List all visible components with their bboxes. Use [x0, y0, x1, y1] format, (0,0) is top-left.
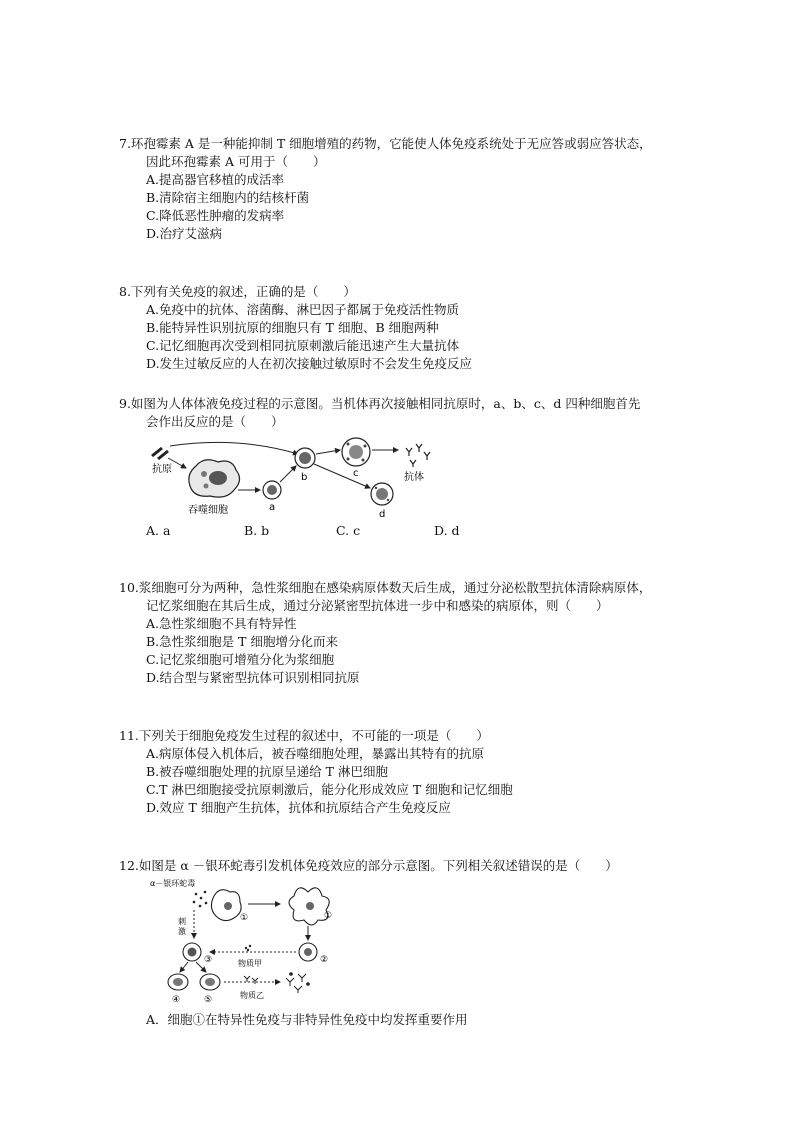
venom-particles-icon	[193, 891, 208, 908]
question-11-option-b: B.被吞噬细胞处理的抗原呈递给 T 淋巴细胞	[146, 764, 388, 779]
cell-3-number: ③	[204, 955, 213, 965]
question-10-option-c: C.记忆浆细胞可增殖分化为浆细胞	[146, 652, 335, 667]
question-7-option-a: A.提高器官移植的成活率	[146, 172, 285, 187]
antigen-icon	[152, 448, 168, 459]
venom-label: α－银环蛇毒	[150, 879, 196, 888]
question-7-option-b: B.清除宿主细胞内的结核杆菌	[146, 190, 310, 205]
antibody-label: 抗体	[404, 472, 424, 483]
cell-2-number: ②	[320, 955, 329, 965]
cell-b-label: b	[301, 472, 308, 483]
cell-c-icon	[342, 438, 370, 466]
question-12-option-a: A．细胞①在特异性免疫与非特异性免疫中均发挥重要作用	[146, 1012, 468, 1027]
cell-d-icon	[371, 483, 393, 505]
question-9-option-d: D. d	[434, 523, 460, 538]
cell-2-icon	[299, 943, 317, 961]
antigen-antibody-complex-icon	[286, 973, 309, 993]
cell-1-right-number: ①	[324, 911, 333, 921]
question-12	[119, 857, 618, 875]
cell-5-icon	[200, 974, 220, 990]
question-9-option-c: C. c	[336, 523, 361, 538]
substance-a-icon	[245, 945, 251, 951]
question-11-stem: 11.下列关于细胞免疫发生过程的叙述中，不可能的一项是（ ）	[119, 728, 489, 743]
cell-c-label: c	[353, 468, 359, 479]
question-7	[119, 135, 652, 243]
humoral-immunity-diagram	[148, 434, 448, 522]
antigen-label: 抗原	[152, 464, 172, 475]
cell-5-number: ⑤	[204, 995, 213, 1005]
cell-1-left-icon	[211, 890, 241, 921]
question-10-option-a: A.急性浆细胞不具有特异性	[146, 616, 297, 631]
phagocyte-label: 吞噬细胞	[188, 505, 228, 516]
question-8-option-c: C.记忆细胞再次受到相同抗原刺激后能迅速产生大量抗体	[146, 338, 460, 353]
question-12-options	[119, 1011, 468, 1029]
cell-b-icon	[295, 448, 315, 468]
stimulate-label-1: 刺	[178, 917, 186, 926]
question-9-option-a: A. a	[146, 523, 171, 538]
question-8-option-b: B.能特异性识别抗原的细胞只有 T 细胞、B 细胞两种	[146, 320, 439, 335]
cell-a-icon	[263, 481, 281, 499]
question-7-stem-cont: 因此环孢霉素 A 可用于（ ）	[146, 154, 326, 169]
stimulate-label-2: 激	[178, 927, 186, 936]
question-10-stem: 10.浆细胞可分为两种，急性浆细胞在感染病原体数天后生成，通过分泌松散型抗体清除病原体，	[119, 580, 652, 595]
cell-4-number: ④	[172, 995, 181, 1005]
question-9-stem: 9.如图为人体体液免疫过程的示意图。当机体再次接触相同抗原时，a、b、c、d 四种细胞首先	[119, 396, 641, 411]
question-8-option-d: D.发生过敏反应的人在初次接触过敏原时不会发生免疫反应	[146, 356, 473, 371]
question-8-option-a: A.免疫中的抗体、溶菌酶、淋巴因子都属于免疫活性物质	[146, 302, 460, 317]
question-7-option-d: D.治疗艾滋病	[146, 226, 223, 241]
cell-4-icon	[168, 974, 188, 990]
question-7-option-c: C.降低恶性肿瘤的发病率	[146, 208, 285, 223]
question-11	[119, 727, 513, 817]
question-11-option-c: C.T 淋巴细胞接受抗原刺激后，能分化形成效应 T 细胞和记忆细胞	[146, 782, 513, 797]
question-11-option-a: A.病原体侵入机体后，被吞噬细胞处理，暴露出其特有的抗原	[146, 746, 485, 761]
cell-a-label: a	[269, 502, 276, 513]
question-7-stem: 7.环孢霉素 A 是一种能抑制 T 细胞增殖的药物，它能使人体免疫系统处于无应答或弱应答状态，	[119, 136, 652, 151]
question-9-options	[119, 522, 460, 540]
antibody-icon	[406, 444, 430, 467]
question-11-option-d: D.效应 T 细胞产生抗体，抗体和抗原结合产生免疫反应	[146, 800, 451, 815]
question-12-stem: 12.如图是 α －银环蛇毒引发机体免疫效应的部分示意图。下列相关叙述错误的是（ ）	[119, 858, 618, 873]
cell-3-icon	[183, 943, 201, 961]
question-9-option-b: B. b	[244, 523, 270, 538]
question-10-stem-cont: 记忆浆细胞在其后生成，通过分泌紧密型抗体进一步中和感染的病原体，则（ ）	[146, 598, 609, 613]
question-8-stem: 8.下列有关免疫的叙述，正确的是（ ）	[119, 284, 356, 299]
question-8	[119, 283, 472, 373]
substance-a-label: 物质甲	[238, 959, 262, 968]
venom-immunity-diagram	[148, 876, 348, 1006]
cell-d-label: d	[379, 509, 386, 520]
question-10	[119, 579, 651, 687]
question-9-stem-cont: 会作出反应的是（ ）	[146, 414, 284, 429]
cell-1-left-number: ①	[240, 913, 249, 923]
question-10-option-b: B.急性浆细胞是 T 细胞增分化而来	[146, 634, 338, 649]
question-9	[119, 395, 640, 431]
substance-b-label: 物质乙	[240, 991, 264, 1000]
substance-b-icon	[244, 976, 258, 984]
question-10-option-d: D.结合型与紧密型抗体可识别相同抗原	[146, 670, 360, 685]
phagocyte-cell-icon	[189, 460, 240, 497]
